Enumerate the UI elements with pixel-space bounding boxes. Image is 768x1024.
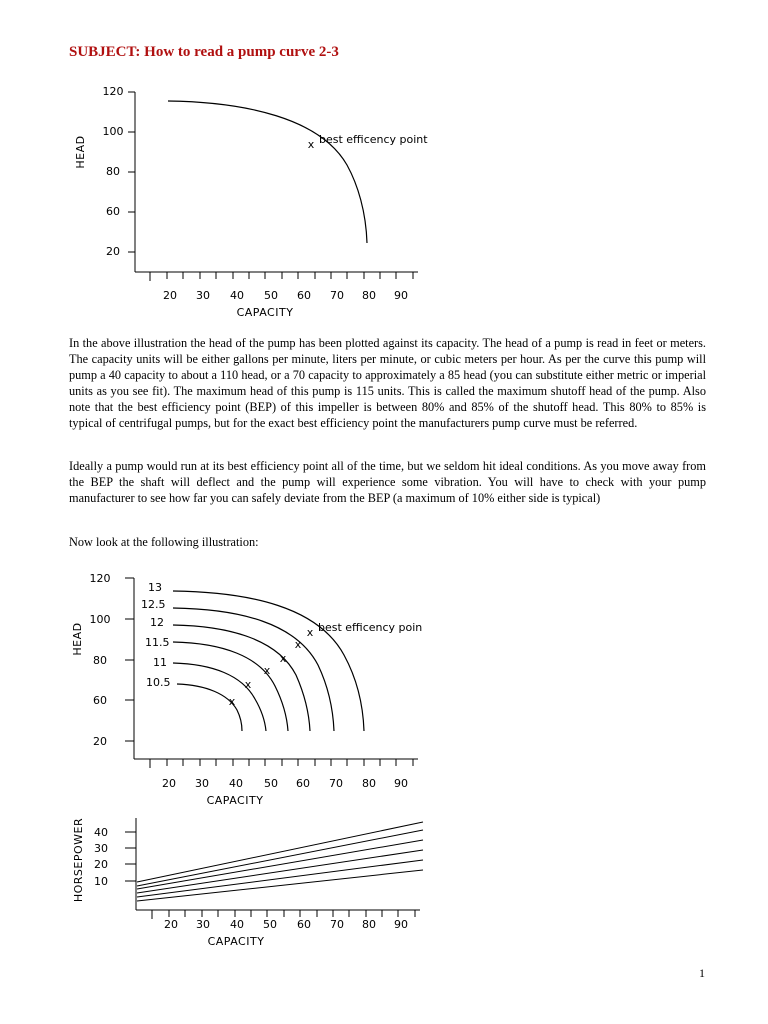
impeller-label: 12 xyxy=(150,616,164,629)
x-tick-label: 70 xyxy=(329,777,343,790)
bep-marker: x xyxy=(294,638,302,651)
x-tick-label: 50 xyxy=(264,777,278,790)
horsepower-line-12-5 xyxy=(137,830,423,886)
x-tick-label: 30 xyxy=(195,777,209,790)
chart-axes xyxy=(128,92,418,281)
y-tick-label: 60 xyxy=(106,205,120,218)
impeller-label: 13 xyxy=(148,581,162,594)
y-tick-marks xyxy=(128,92,135,252)
y-tick-label: 120 xyxy=(89,572,111,585)
y-tick-label: 80 xyxy=(106,165,120,178)
x-tick-label: 30 xyxy=(196,289,210,302)
impeller-curves-chart xyxy=(0,555,768,815)
bep-annotation: best efficency poin xyxy=(318,621,423,634)
impeller-curves xyxy=(173,591,364,731)
y-tick-label: 40 xyxy=(94,826,108,839)
y-tick-label: 100 xyxy=(89,613,111,626)
pump-head-curve xyxy=(168,101,367,243)
impeller-label: 11.5 xyxy=(145,636,170,649)
x-tick-label: 60 xyxy=(297,918,311,931)
pump-curve-chart xyxy=(0,0,768,330)
x-axis-label: CAPACITY xyxy=(207,935,265,948)
impeller-label: 10.5 xyxy=(146,676,171,689)
x-tick-label: 90 xyxy=(394,918,408,931)
y-axis-label: HORSEPOWER xyxy=(72,817,85,903)
bep-annotation: best efficency point xyxy=(319,133,428,146)
y-tick-label: 30 xyxy=(94,842,108,855)
y-tick-marks xyxy=(125,578,134,741)
y-tick-marks xyxy=(125,832,136,881)
bep-marker: x xyxy=(244,678,252,691)
y-tick-label: 10 xyxy=(94,875,108,888)
x-tick-label: 30 xyxy=(196,918,210,931)
paragraph: Now look at the following illustration: xyxy=(69,535,259,549)
x-tick-label: 80 xyxy=(362,777,376,790)
x-tick-label: 90 xyxy=(394,289,408,302)
x-tick-label: 80 xyxy=(362,918,376,931)
x-tick-label: 20 xyxy=(163,289,177,302)
x-tick-label: 20 xyxy=(162,777,176,790)
x-tick-label: 40 xyxy=(229,777,243,790)
x-tick-marks xyxy=(150,759,413,768)
impeller-curve-13 xyxy=(173,591,364,731)
y-tick-label: 20 xyxy=(94,858,108,871)
bep-marker: x xyxy=(279,652,287,665)
impeller-curve-11 xyxy=(173,663,266,731)
x-tick-label: 60 xyxy=(296,777,310,790)
x-tick-label: 60 xyxy=(297,289,311,302)
horsepower-line-11-5 xyxy=(137,850,423,893)
horsepower-line-12 xyxy=(137,840,423,889)
y-tick-label: 120 xyxy=(102,85,124,98)
impeller-label: 11 xyxy=(153,656,167,669)
y-tick-label: 80 xyxy=(93,654,107,667)
subject-heading: SUBJECT: How to read a pump curve 2-3 xyxy=(69,44,339,60)
y-tick-label: 100 xyxy=(102,125,124,138)
x-tick-label: 40 xyxy=(230,918,244,931)
impeller-curve-11-5 xyxy=(173,642,288,731)
horsepower-line-10-5 xyxy=(137,870,423,901)
x-tick-label: 70 xyxy=(330,289,344,302)
x-tick-label: 70 xyxy=(330,918,344,931)
horsepower-lines xyxy=(137,822,423,901)
chart-axes xyxy=(125,818,420,919)
x-tick-marks xyxy=(150,272,413,281)
x-tick-label: 80 xyxy=(362,289,376,302)
x-axis-label: CAPACITY xyxy=(236,306,294,319)
paragraph: Ideally a pump would run at its best efficiency point all of the time, but we seldom hit ideal conditions. As you move away from the BEP the shaft will deflect and the pump will experience some vibration. You will have to check with your pump manufacturer to see how far you can safely deviate from the BEP (a maximum of 10% either side is typical) xyxy=(69,459,706,505)
x-tick-label: 90 xyxy=(394,777,408,790)
x-axis-label: CAPACITY xyxy=(206,794,264,807)
paragraph: In the above illustration the head of the pump has been plotted against its capacity. The head of a pump is read in feet or meters. The capacity units will be either gallons per minute, liters per minute, or cubic meters per hour. As per the curve this pump will pump a 40 capacity to about a 110 head, or a 70 capacity to approximately a 85 head (you can substitute either metric or imperial units as you see fit). The maximum head of this pump is 115 units. This is called the maximum shutoff head of the pump. Also note that the best efficiency point (BEP) of this impeller is between 80% and 85% of the shutoff head. This 80% to 85% is typical of centrifugal pumps, but for the exact best efficiency point the manufacturers pump curve must be referred. xyxy=(69,336,706,430)
y-tick-label: 20 xyxy=(93,735,107,748)
x-tick-label: 40 xyxy=(230,289,244,302)
y-tick-label: 20 xyxy=(106,245,120,258)
bep-marker: x xyxy=(307,138,315,151)
y-axis-label: HEAD xyxy=(74,135,87,169)
impeller-curve-12 xyxy=(173,625,310,731)
bep-marker: x xyxy=(306,626,314,639)
x-tick-label: 50 xyxy=(264,289,278,302)
x-tick-label: 50 xyxy=(263,918,277,931)
bep-marker: x xyxy=(228,695,236,708)
x-tick-label: 20 xyxy=(164,918,178,931)
chart-axes xyxy=(125,578,418,768)
bep-marker: x xyxy=(263,664,271,677)
y-tick-label: 60 xyxy=(93,694,107,707)
horsepower-line-13 xyxy=(137,822,423,882)
impeller-label: 12.5 xyxy=(141,598,166,611)
page-number: 1 xyxy=(699,966,705,980)
horsepower-chart xyxy=(0,810,768,950)
horsepower-line-11 xyxy=(137,860,423,897)
y-axis-label: HEAD xyxy=(71,622,84,656)
